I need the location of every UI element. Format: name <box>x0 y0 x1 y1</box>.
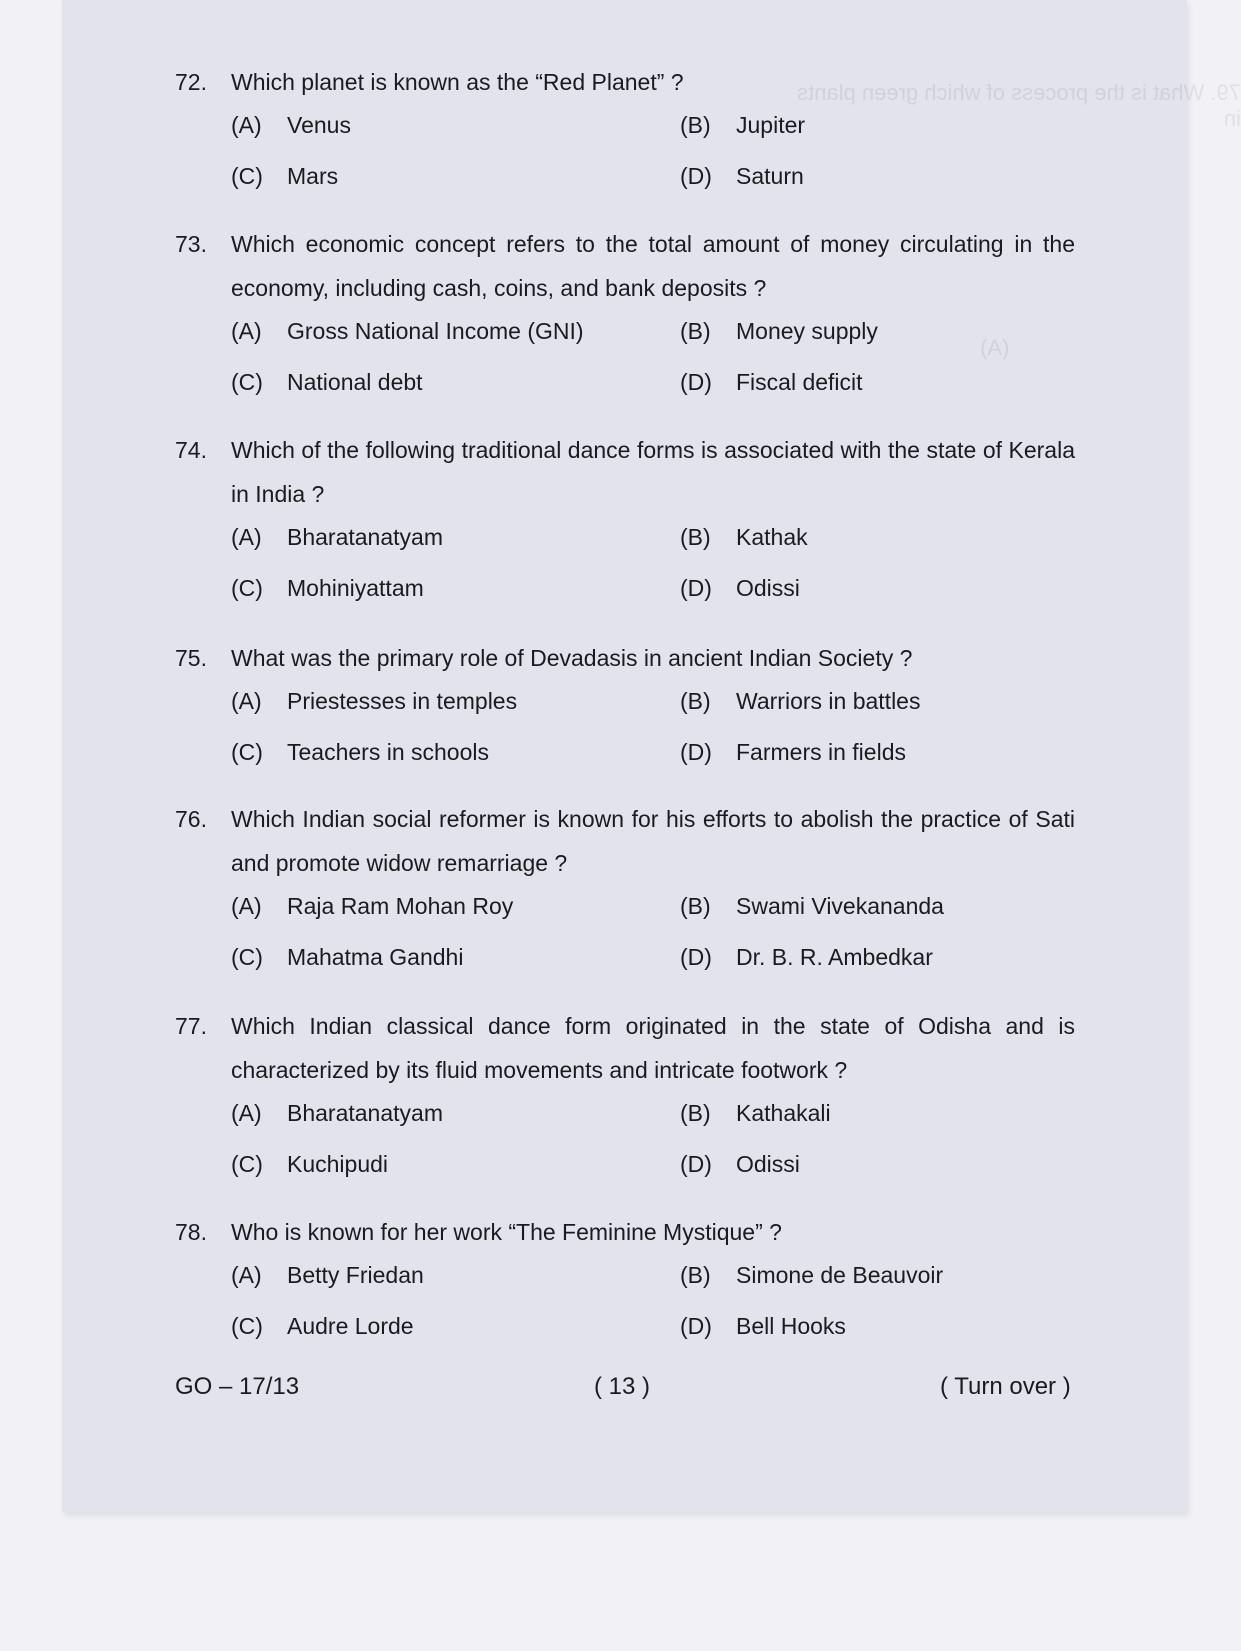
option-b: (B) Jupiter <box>680 112 806 138</box>
option-c: (C) Mars <box>231 163 339 189</box>
question-text: Who is known for her work “The Feminine Mystique” ? <box>231 1219 782 1245</box>
question-number: 73. <box>175 231 207 257</box>
option-b: (B) Swami Vivekananda <box>680 893 944 919</box>
option-d: (D) Dr. B. R. Ambedkar <box>680 944 933 970</box>
option-b: (B) Warriors in battles <box>680 688 921 714</box>
option-c: (C) Kuchipudi <box>231 1151 389 1177</box>
booklet-code: GO – 17/13 <box>175 1373 300 1400</box>
question-number: 72. <box>175 69 207 95</box>
question-78 <box>175 1210 1075 1346</box>
option-a: (A) Raja Ram Mohan Roy <box>231 893 514 919</box>
turn-over-note: ( Turn over ) <box>940 1373 1071 1400</box>
option-d: (D) Farmers in fields <box>680 739 906 765</box>
option-a: (A) Bharatanatyam <box>231 1100 443 1126</box>
question-text: Which Indian classical dance form originated in the state of Odisha and is characterized by its fluid movements and intricate footwork ? <box>231 1013 1075 1083</box>
option-c: (C) National debt <box>231 369 423 395</box>
option-d: (D) Odissi <box>680 1151 800 1177</box>
option-d: (D) Odissi <box>680 575 800 601</box>
option-d: (D) Saturn <box>680 163 804 189</box>
question-text: Which Indian social reformer is known for his efforts to abolish the practice of Sati and promote widow remarriage ? <box>231 806 1075 876</box>
question-73 <box>175 222 1075 402</box>
question-number: 74. <box>175 437 207 463</box>
bleed-through-text: 79. What is the process of which green plants in <box>797 80 1241 131</box>
option-c: (C) Audre Lorde <box>231 1313 414 1339</box>
question-text: Which of the following traditional dance forms is associated with the state of Kerala in India ? <box>231 437 1075 507</box>
option-a: (A) Gross National Income (GNI) <box>231 318 584 344</box>
option-a: (A) Venus <box>231 112 351 138</box>
bleed-through-text: (A) <box>980 335 1010 360</box>
option-b: (B) Money supply <box>680 318 878 344</box>
option-a: (A) Priestesses in temples <box>231 688 518 714</box>
option-b: (B) Kathak <box>680 524 808 550</box>
question-72 <box>175 60 1075 196</box>
question-number: 76. <box>175 806 207 832</box>
question-number: 78. <box>175 1219 207 1245</box>
question-76 <box>175 797 1075 977</box>
option-b: (B) Kathakali <box>680 1100 831 1126</box>
question-75 <box>175 636 1075 772</box>
option-c: (C) Mahatma Gandhi <box>231 944 464 970</box>
question-77 <box>175 1004 1075 1184</box>
option-a: (A) Betty Friedan <box>231 1262 424 1288</box>
question-text: Which economic concept refers to the total amount of money circulating in the economy, including cash, coins, and bank deposits ? <box>231 231 1075 301</box>
option-d: (D) Bell Hooks <box>680 1313 846 1339</box>
option-d: (D) Fiscal deficit <box>680 369 863 395</box>
option-b: (B) Simone de Beauvoir <box>680 1262 944 1288</box>
option-a: (A) Bharatanatyam <box>231 524 443 550</box>
question-74 <box>175 428 1075 608</box>
option-c: (C) Mohiniyattam <box>231 575 424 601</box>
question-number: 75. <box>175 645 207 671</box>
question-text: What was the primary role of Devadasis in ancient Indian Society ? <box>231 645 913 671</box>
page-number: ( 13 ) <box>594 1373 651 1400</box>
question-number: 77. <box>175 1013 207 1039</box>
option-c: (C) Teachers in schools <box>231 739 489 765</box>
question-text: Which planet is known as the “Red Planet” ? <box>231 69 684 95</box>
